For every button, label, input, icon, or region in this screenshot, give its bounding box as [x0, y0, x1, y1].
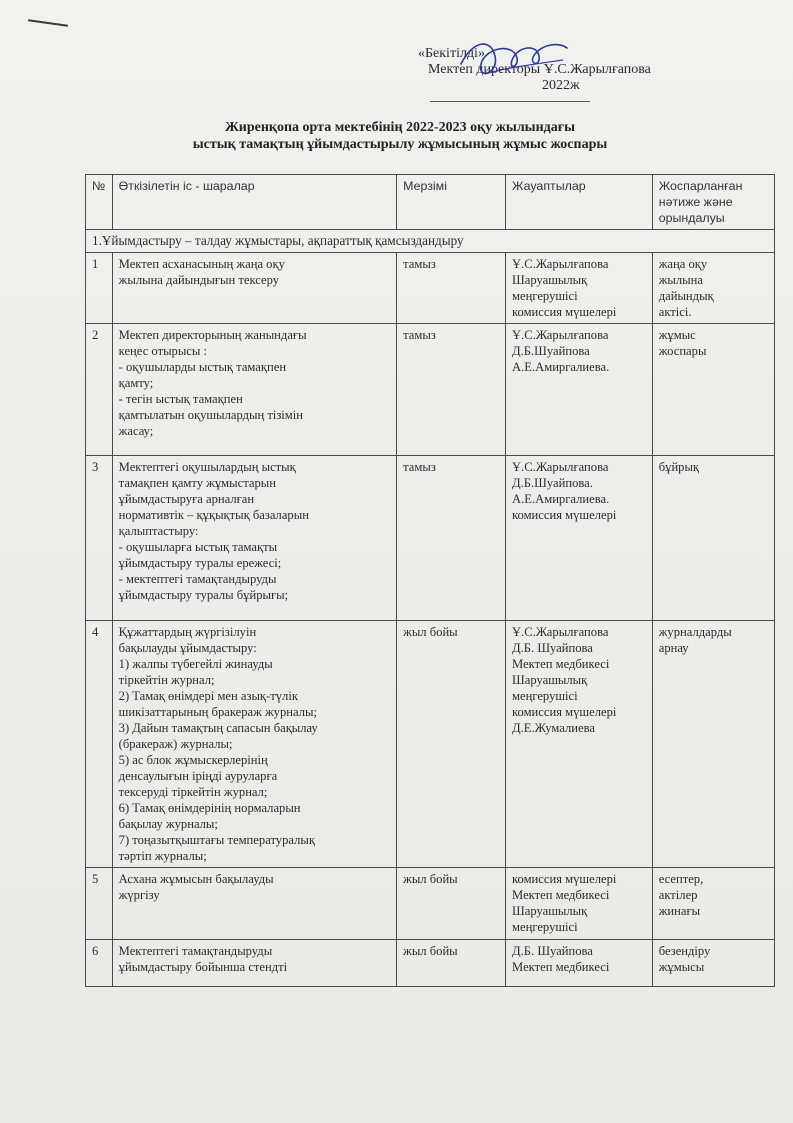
- cell-result-line: арнау: [658, 641, 689, 655]
- cell-activity-line: тексеруді тіркейтін журнал;: [118, 785, 268, 799]
- header-term: Мерзімі: [397, 175, 506, 230]
- cell-activity-line: ұйымдастыруға арналған: [118, 492, 255, 506]
- header-responsible: Жауаптылар: [506, 175, 653, 230]
- handwritten-signature: [455, 34, 575, 89]
- cell-responsible-line: Д.Б.Шуайпова: [512, 344, 590, 358]
- cell-result-line: жылына: [658, 273, 703, 287]
- approval-director: Мектеп директоры Ұ.С.Жарылғапова: [428, 62, 651, 77]
- cell-activity-line: қалыптастыру:: [118, 524, 199, 538]
- cell-result-line: актілер: [658, 888, 698, 902]
- cell-activity-line: Құжаттардың жүргізілуін: [118, 625, 257, 639]
- cell-responsible-line: комиссия мүшелері: [512, 508, 617, 522]
- cell-activity-line: кеңес отырысы :: [118, 344, 207, 358]
- cell-responsible: [506, 456, 653, 621]
- cell-number: 4: [86, 621, 113, 868]
- cell-activity-line: ұйымдастыру туралы бұйрығы;: [118, 588, 289, 602]
- cell-term: тамыз: [397, 253, 506, 324]
- cell-responsible: [506, 868, 653, 940]
- cell-activity-line: - тегін ыстық тамақпен: [118, 392, 243, 406]
- cell-activity-line: ұйымдастыру туралы ережесі;: [118, 556, 282, 570]
- cell-activity-line: 2) Тамақ өнімдері мен азық-түлік: [118, 689, 298, 703]
- cell-responsible-line: меңгерушісі: [512, 920, 578, 934]
- cell-activity-line: Мектеп директорының жанындағы: [118, 328, 307, 342]
- table-row: [86, 324, 775, 456]
- cell-responsible: [506, 940, 653, 987]
- cell-responsible-line: комиссия мүшелері: [512, 705, 617, 719]
- header-activity: Өткізілетін іс - шаралар: [112, 175, 396, 230]
- section-heading: 1.Ұйымдастыру – талдау жұмыстары, ақпараттық қамсыздандыру: [86, 230, 775, 253]
- cell-activity-line: 5) ас блок жұмыскерлерінің: [118, 753, 268, 767]
- cell-number: 5: [86, 868, 113, 940]
- cell-activity: [112, 456, 396, 621]
- cell-activity: [112, 253, 396, 324]
- cell-activity-line: жүргізу: [118, 888, 160, 902]
- cell-activity-line: Мектептегі оқушылардың ыстық: [118, 460, 296, 474]
- cell-activity-line: қамту;: [118, 376, 154, 390]
- cell-responsible-line: Ұ.С.Жарылғапова: [512, 257, 609, 271]
- cell-responsible-line: Д.Б. Шуайпова: [512, 641, 593, 655]
- cell-result-line: жұмыс: [658, 328, 696, 342]
- cell-responsible-line: А.Е.Амиргалиева.: [512, 360, 610, 374]
- cell-responsible-line: Ұ.С.Жарылғапова: [512, 328, 609, 342]
- cell-result: [652, 940, 774, 987]
- cell-result-line: бұйрық: [658, 460, 700, 474]
- table-header-row: [86, 175, 775, 230]
- approval-year: 2022ж: [542, 78, 580, 93]
- cell-activity-line: - оқушыларды ыстық тамақпен: [118, 360, 287, 374]
- cell-activity-line: жасау;: [118, 424, 154, 438]
- cell-responsible-line: Шаруашылық: [512, 673, 588, 687]
- cell-activity-line: қамтылатын оқушылардың тізімін: [118, 408, 304, 422]
- cell-activity-line: жылына дайындығын тексеру: [118, 273, 280, 287]
- section-heading-row: [86, 230, 775, 253]
- cell-responsible-line: Д.Б. Шуайпова: [512, 944, 593, 958]
- cell-result: [652, 324, 774, 456]
- table-row: [86, 868, 775, 940]
- cell-responsible: [506, 621, 653, 868]
- cell-activity-line: тәртіп журналы;: [118, 849, 207, 863]
- cell-result-line: дайындық: [658, 289, 714, 303]
- cell-responsible-line: Шаруашылық: [512, 273, 588, 287]
- cell-responsible-line: комиссия мүшелері: [512, 872, 617, 886]
- cell-activity-line: тіркейтін журнал;: [118, 673, 215, 687]
- cell-result-line: жұмысы: [658, 960, 705, 974]
- cell-result: [652, 253, 774, 324]
- cell-result: [652, 868, 774, 940]
- cell-result-line: жинағы: [658, 904, 701, 918]
- cell-activity-line: Асхана жұмысын бақылауды: [118, 872, 274, 886]
- cell-responsible: [506, 324, 653, 456]
- cell-activity-line: Мектептегі тамақтандыруды: [118, 944, 273, 958]
- cell-responsible-line: Мектеп медбикесі: [512, 960, 610, 974]
- cell-responsible-line: меңгерушісі: [512, 689, 578, 703]
- cell-activity-line: шикізаттарының бракераж журналы;: [118, 705, 317, 719]
- table-row: [86, 253, 775, 324]
- title-line-1: Жиренқопа орта мектебінің 2022-2023 оқу жылындағы: [224, 120, 576, 135]
- cell-responsible-line: Ұ.С.Жарылғапова: [512, 625, 609, 639]
- cell-term: жыл бойы: [397, 621, 506, 868]
- cell-activity-line: 3) Дайын тамақтың сапасын бақылау: [118, 721, 318, 735]
- cell-result-line: жаңа оқу: [658, 257, 708, 271]
- cell-result-line: жоспары: [658, 344, 707, 358]
- cell-result-line: журналдарды: [658, 625, 732, 639]
- cell-number: 1: [86, 253, 113, 324]
- cell-activity-line: - мектептегі тамақтандыруды: [118, 572, 277, 586]
- signature-underline: [430, 101, 590, 102]
- cell-responsible-line: А.Е.Амиргалиева.: [512, 492, 610, 506]
- title-line-2: ыстық тамақтың ұйымдастырылу жұмысының жұмыс жоспары: [192, 137, 608, 152]
- cell-responsible-line: Мектеп медбикесі: [512, 888, 610, 902]
- cell-activity-line: - оқушыларға ыстық тамақты: [118, 540, 278, 554]
- approval-label: «Бекітілді»: [418, 46, 485, 61]
- cell-result: [652, 456, 774, 621]
- document-title: [120, 119, 680, 153]
- cell-activity: [112, 324, 396, 456]
- cell-number: 6: [86, 940, 113, 987]
- cell-result-line: актісі.: [658, 305, 692, 319]
- cell-activity-line: нормативтік – құқықтық базаларын: [118, 508, 309, 522]
- cell-activity: [112, 621, 396, 868]
- cell-responsible-line: комиссия мүшелері: [512, 305, 617, 319]
- cell-activity-line: денсаулығын іріңді ауруларға: [118, 769, 278, 783]
- cell-activity-line: бақылауды ұйымдастыру:: [118, 641, 257, 655]
- cell-activity-line: бақылау журналы;: [118, 817, 218, 831]
- table-row: [86, 621, 775, 868]
- cell-result-line: есептер,: [658, 872, 704, 886]
- cell-result-line: безендіру: [658, 944, 711, 958]
- cell-activity-line: 6) Тамақ өнімдерінің нормаларын: [118, 801, 301, 815]
- cell-responsible-line: Мектеп медбикесі: [512, 657, 610, 671]
- cell-activity-line: 1) жалпы түбегейлі жинауды: [118, 657, 273, 671]
- cell-term: тамыз: [397, 324, 506, 456]
- cell-responsible-line: Д.Е.Жумалиева: [512, 721, 595, 735]
- cell-activity: [112, 868, 396, 940]
- cell-responsible: [506, 253, 653, 324]
- header-result: Жоспарланған нәтиже және орындалуы: [652, 175, 774, 230]
- cell-activity-line: ұйымдастыру бойынша стендті: [118, 960, 288, 974]
- table-row: [86, 940, 775, 987]
- cell-result: [652, 621, 774, 868]
- cell-term: жыл бойы: [397, 940, 506, 987]
- cell-activity: [112, 940, 396, 987]
- cell-activity-line: 7) тоңазытқыштағы температуралық: [118, 833, 315, 847]
- cell-number: 2: [86, 324, 113, 456]
- cell-number: 3: [86, 456, 113, 621]
- cell-activity-line: (бракераж) журналы;: [118, 737, 233, 751]
- header-number: №: [86, 175, 113, 230]
- cell-term: тамыз: [397, 456, 506, 621]
- cell-responsible-line: Ұ.С.Жарылғапова: [512, 460, 609, 474]
- cell-responsible-line: Д.Б.Шуайпова.: [512, 476, 593, 490]
- cell-activity-line: Мектеп асханасының жаңа оқу: [118, 257, 285, 271]
- table-row: [86, 456, 775, 621]
- cell-responsible-line: Шаруашылық: [512, 904, 588, 918]
- cell-term: жыл бойы: [397, 868, 506, 940]
- cell-activity-line: тамақпен қамту жұмыстарын: [118, 476, 276, 490]
- cell-responsible-line: меңгерушісі: [512, 289, 578, 303]
- work-plan-table: [85, 174, 775, 987]
